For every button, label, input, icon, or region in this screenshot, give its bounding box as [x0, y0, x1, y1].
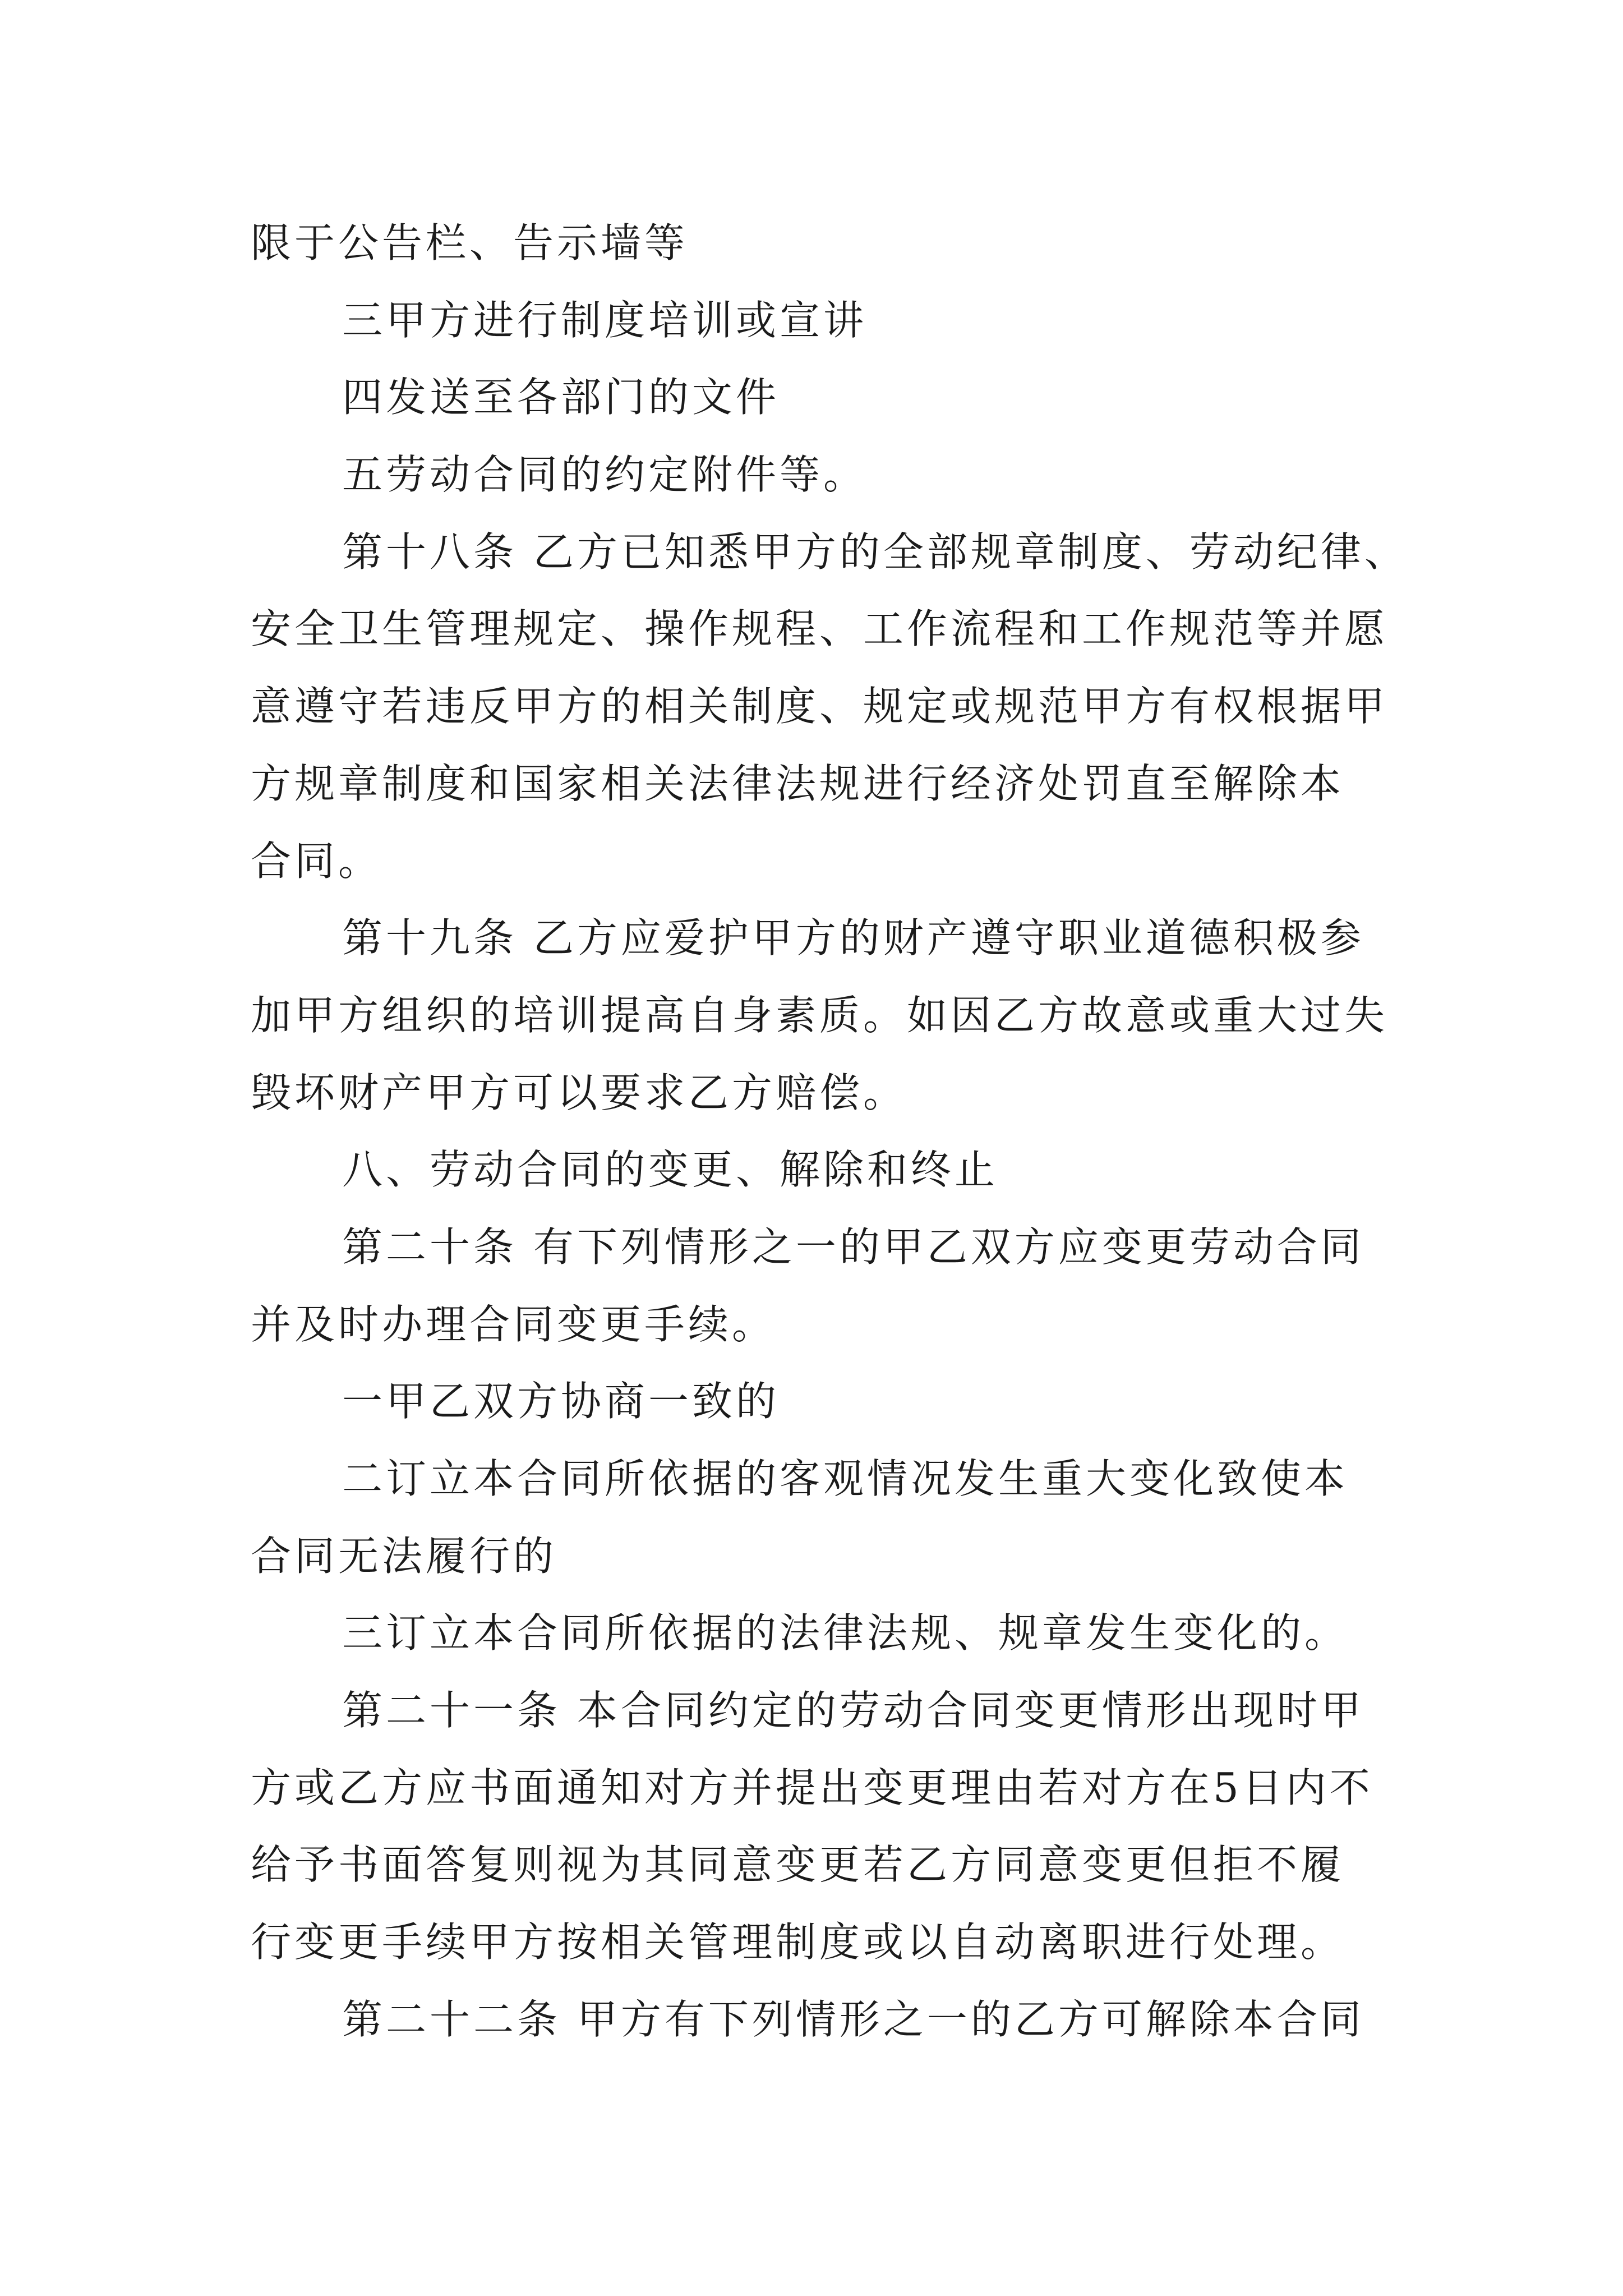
section-8-heading: [251, 1131, 1484, 1209]
text-line: 八、劳动合同的变更、解除和终止: [342, 1146, 999, 1194]
text-line: 意遵守若违反甲方的相关制度、规定或规范甲方有权根据甲: [251, 683, 1389, 730]
text-line: 方规章制度和国家相关法律法规进行经济处罚直至解除本: [251, 760, 1345, 807]
text-line: 二订立本合同所依据的客观情况发生重大变化致使本: [342, 1455, 1349, 1502]
article-18: [251, 514, 1484, 900]
article-19: [251, 900, 1484, 1131]
text-line: 并及时办理合同变更手续。: [251, 1300, 776, 1348]
publication-method-4: [251, 359, 1484, 436]
publication-method-5: [251, 436, 1484, 514]
text-line: 四发送至各部门的文件: [342, 374, 780, 421]
text-line: 毁坏财产甲方可以要求乙方赔偿。: [251, 1069, 907, 1116]
text-line: 合同无法履行的: [251, 1532, 557, 1580]
change-condition-2: [251, 1441, 1484, 1595]
text-line: 三甲方进行制度培训或宣讲: [342, 296, 868, 344]
text-line: 第二十条 有下列情形之一的甲乙双方应变更劳动合同: [342, 1223, 1364, 1271]
text-line: 安全卫生管理规定、操作规程、工作流程和工作规范等并愿: [251, 605, 1389, 653]
text-line: 限于公告栏、告示墙等: [251, 219, 689, 266]
publication-method-3: [251, 282, 1484, 360]
text-line: 三订立本合同所依据的法律法规、规章发生变化的。: [342, 1609, 1349, 1657]
article-21: [251, 1672, 1484, 1981]
article-20: [251, 1209, 1484, 1363]
text-line: 第十八条 乙方已知悉甲方的全部规章制度、劳动纪律、: [342, 528, 1408, 576]
article-22: [251, 1981, 1484, 2059]
text-line: 给予书面答复则视为其同意变更若乙方同意变更但拒不履: [251, 1841, 1345, 1889]
text-line: 五劳动合同的约定附件等。: [342, 451, 868, 499]
paragraph-continuation: [251, 205, 1484, 282]
text-line: 加甲方组织的培训提高自身素质。如因乙方故意或重大过失: [251, 991, 1389, 1039]
text-line: 行变更手续甲方按相关管理制度或以自动离职进行处理。: [251, 1918, 1345, 1966]
change-condition-1: [251, 1363, 1484, 1441]
text-line: 一甲乙双方协商一致的: [342, 1378, 780, 1425]
text-line: 方或乙方应书面通知对方并提出变更理由若对方在5日内不: [251, 1764, 1373, 1811]
text-line: 第二十二条 甲方有下列情形之一的乙方可解除本合同: [342, 1995, 1364, 2043]
text-line: 合同。: [251, 837, 382, 885]
change-condition-3: [251, 1595, 1484, 1672]
document-body: [251, 205, 1484, 2059]
text-line: 第十九条 乙方应爱护甲方的财产遵守职业道德积极参: [342, 914, 1364, 962]
text-line: 第二十一条 本合同约定的劳动合同变更情形出现时甲: [342, 1687, 1364, 1734]
